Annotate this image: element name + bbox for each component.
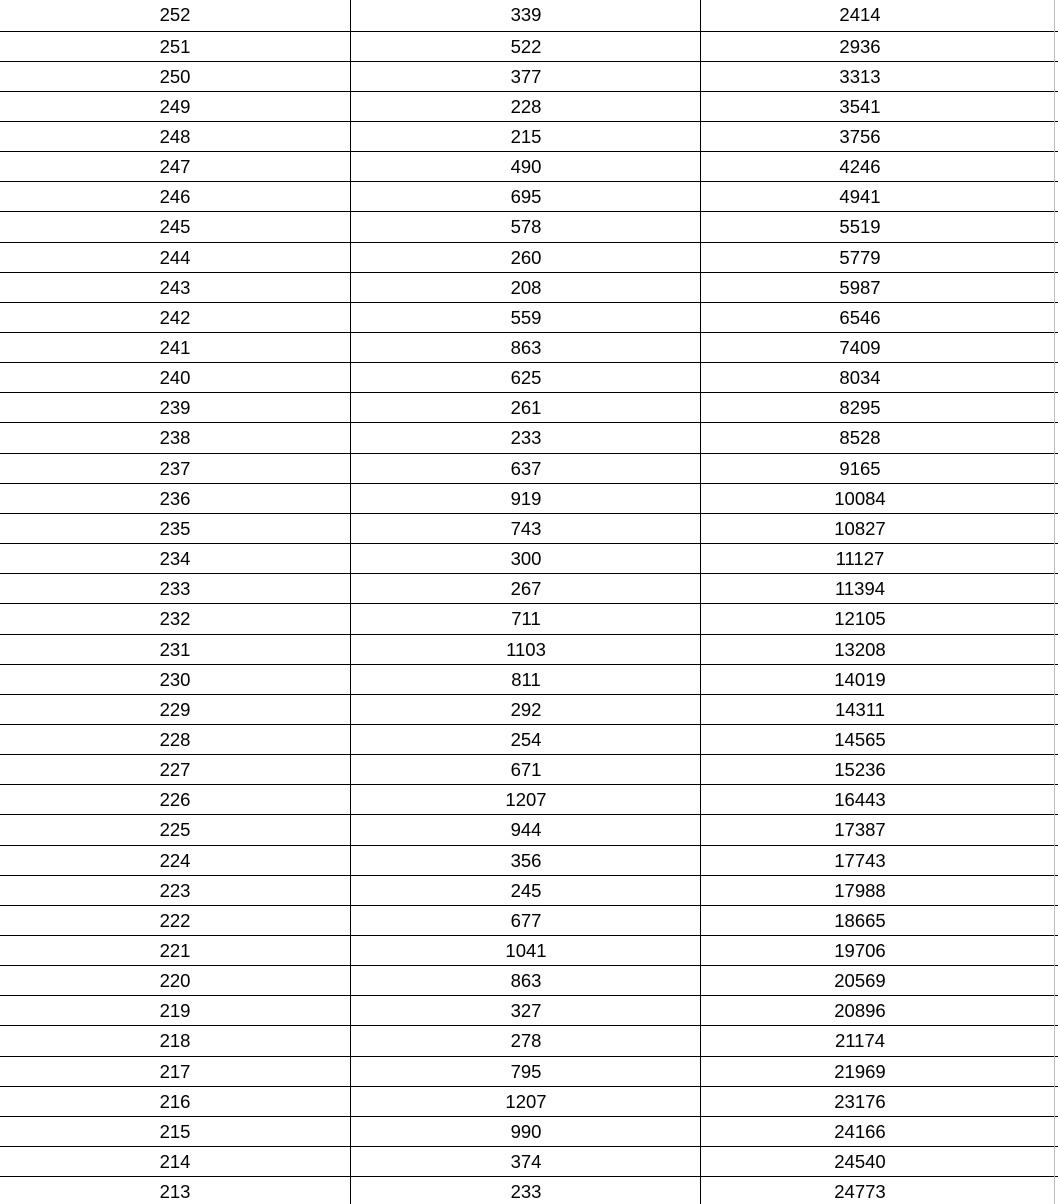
table-cell[interactable]: 222 bbox=[159, 909, 191, 931]
table-cell[interactable]: 228 bbox=[159, 728, 191, 750]
table-cell[interactable]: 24773 bbox=[834, 1180, 886, 1202]
table-cell[interactable]: 919 bbox=[510, 487, 542, 509]
table-cell[interactable]: 4246 bbox=[839, 155, 881, 177]
table-row bbox=[0, 996, 1058, 1026]
table-cell[interactable]: 1041 bbox=[505, 939, 547, 961]
table-cell[interactable]: 249 bbox=[159, 95, 191, 117]
table-cell[interactable]: 21174 bbox=[834, 1029, 886, 1051]
table-cell[interactable]: 17387 bbox=[834, 818, 886, 840]
table-row bbox=[0, 212, 1058, 242]
table-row bbox=[0, 243, 1058, 273]
table-cell[interactable]: 2414 bbox=[839, 4, 881, 25]
table-cell[interactable]: 235 bbox=[159, 517, 191, 539]
table-cell[interactable]: 11394 bbox=[834, 577, 886, 599]
table-cell[interactable]: 6546 bbox=[839, 306, 881, 328]
table-cell[interactable]: 230 bbox=[159, 668, 191, 690]
table-cell[interactable]: 14565 bbox=[834, 728, 886, 750]
table-cell[interactable]: 327 bbox=[510, 999, 542, 1021]
table-cell[interactable]: 8295 bbox=[839, 396, 881, 418]
table-cell[interactable]: 811 bbox=[511, 668, 541, 690]
table-row bbox=[0, 303, 1058, 333]
table-row bbox=[0, 182, 1058, 212]
table-row bbox=[0, 574, 1058, 604]
table-cell[interactable]: 228 bbox=[510, 95, 542, 117]
table-cell[interactable]: 292 bbox=[510, 698, 542, 720]
table-cell[interactable]: 17988 bbox=[834, 879, 886, 901]
table-cell[interactable]: 2936 bbox=[839, 35, 881, 57]
table-cell[interactable]: 24540 bbox=[834, 1150, 886, 1172]
table-cell[interactable]: 232 bbox=[159, 607, 191, 629]
table-cell[interactable]: 578 bbox=[510, 215, 542, 237]
table-cell[interactable]: 247 bbox=[159, 155, 191, 177]
table-row bbox=[0, 785, 1058, 815]
table-cell[interactable]: 19706 bbox=[834, 939, 886, 961]
table-cell[interactable]: 944 bbox=[510, 818, 542, 840]
table-cell[interactable]: 863 bbox=[510, 969, 542, 991]
table-row bbox=[0, 152, 1058, 182]
table-cell[interactable]: 254 bbox=[510, 728, 542, 750]
table-cell[interactable]: 8528 bbox=[839, 426, 881, 448]
table-row bbox=[0, 484, 1058, 514]
table-cell[interactable]: 1207 bbox=[505, 1090, 547, 1112]
table-cell[interactable]: 237 bbox=[159, 457, 191, 479]
table-row bbox=[0, 635, 1058, 665]
table-cell[interactable]: 863 bbox=[510, 336, 542, 358]
table-row bbox=[0, 363, 1058, 393]
table-cell[interactable]: 223 bbox=[159, 879, 191, 901]
table-cell[interactable]: 251 bbox=[159, 35, 191, 57]
table-cell[interactable]: 233 bbox=[510, 426, 542, 448]
table-row bbox=[0, 665, 1058, 695]
table-row bbox=[0, 906, 1058, 936]
table-cell[interactable]: 5987 bbox=[839, 276, 881, 298]
table-cell[interactable]: 238 bbox=[159, 426, 191, 448]
table-cell[interactable]: 234 bbox=[159, 547, 191, 569]
table-row bbox=[0, 333, 1058, 363]
table-cell[interactable]: 229 bbox=[159, 698, 191, 720]
table-cell[interactable]: 24166 bbox=[834, 1120, 886, 1142]
table-cell[interactable]: 213 bbox=[159, 1180, 191, 1202]
table-cell[interactable]: 637 bbox=[510, 457, 542, 479]
table-cell[interactable]: 218 bbox=[159, 1029, 191, 1051]
table-row bbox=[0, 695, 1058, 725]
table-cell[interactable]: 16443 bbox=[834, 788, 886, 810]
table-cell[interactable]: 240 bbox=[159, 366, 191, 388]
table-cell[interactable]: 220 bbox=[159, 969, 191, 991]
table-cell[interactable]: 244 bbox=[159, 246, 191, 268]
table-cell[interactable]: 241 bbox=[159, 336, 191, 358]
table-cell[interactable]: 261 bbox=[510, 396, 542, 418]
table-cell[interactable]: 990 bbox=[510, 1120, 542, 1142]
table-row bbox=[0, 273, 1058, 303]
table-cell[interactable]: 239 bbox=[159, 396, 191, 418]
table-row bbox=[0, 393, 1058, 423]
table-cell[interactable]: 233 bbox=[510, 1180, 542, 1202]
table-row bbox=[0, 966, 1058, 996]
table-row bbox=[0, 1147, 1058, 1177]
table-row bbox=[0, 514, 1058, 544]
table-cell[interactable]: 14311 bbox=[834, 698, 886, 720]
table-cell[interactable]: 490 bbox=[510, 155, 542, 177]
table-row bbox=[0, 1177, 1058, 1204]
table-cell[interactable]: 243 bbox=[159, 276, 191, 298]
table-cell[interactable]: 250 bbox=[159, 65, 191, 87]
table-cell[interactable]: 245 bbox=[510, 879, 542, 901]
table-row bbox=[0, 755, 1058, 785]
table-cell[interactable]: 339 bbox=[510, 4, 542, 25]
table-cell[interactable]: 300 bbox=[510, 547, 542, 569]
table-cell[interactable]: 625 bbox=[510, 366, 542, 388]
table-cell[interactable]: 3756 bbox=[839, 125, 881, 147]
table-cell[interactable]: 231 bbox=[159, 638, 191, 660]
table-cell[interactable]: 12105 bbox=[834, 607, 886, 629]
table-cell[interactable]: 5519 bbox=[839, 215, 881, 237]
table-cell[interactable]: 10084 bbox=[834, 487, 886, 509]
table-cell[interactable]: 246 bbox=[159, 185, 191, 207]
table-cell[interactable]: 10827 bbox=[834, 517, 886, 539]
table-row bbox=[0, 544, 1058, 574]
table-row bbox=[0, 423, 1058, 453]
table-row bbox=[0, 122, 1058, 152]
table-cell[interactable]: 219 bbox=[159, 999, 191, 1021]
table-cell[interactable]: 224 bbox=[159, 849, 191, 871]
table-cell[interactable]: 20569 bbox=[834, 969, 886, 991]
table-cell[interactable]: 267 bbox=[510, 577, 542, 599]
table-row bbox=[0, 62, 1058, 92]
table-cell[interactable]: 216 bbox=[159, 1090, 191, 1112]
table-cell[interactable]: 221 bbox=[159, 939, 191, 961]
table-cell[interactable]: 7409 bbox=[839, 336, 881, 358]
table-cell[interactable]: 671 bbox=[510, 758, 542, 780]
table-row bbox=[0, 1117, 1058, 1147]
table-cell[interactable]: 559 bbox=[510, 306, 542, 328]
table-cell[interactable]: 522 bbox=[510, 35, 542, 57]
table-cell[interactable]: 3313 bbox=[839, 65, 881, 87]
table-cell[interactable]: 21969 bbox=[834, 1060, 886, 1082]
table-cell[interactable]: 9165 bbox=[839, 457, 881, 479]
table-cell[interactable]: 214 bbox=[159, 1150, 191, 1172]
table-cell[interactable]: 226 bbox=[159, 788, 191, 810]
table-cell[interactable]: 215 bbox=[510, 125, 542, 147]
table-cell[interactable]: 252 bbox=[159, 4, 191, 25]
table-cell[interactable]: 8034 bbox=[839, 366, 881, 388]
table-cell[interactable]: 15236 bbox=[834, 758, 886, 780]
table-row bbox=[0, 725, 1058, 755]
table-cell[interactable]: 13208 bbox=[834, 638, 886, 660]
table-row bbox=[0, 846, 1058, 876]
table-cell[interactable]: 356 bbox=[510, 849, 542, 871]
table-row bbox=[0, 454, 1058, 484]
table-cell[interactable]: 1207 bbox=[505, 788, 547, 810]
table-cell[interactable]: 18665 bbox=[834, 909, 886, 931]
table-row bbox=[0, 1026, 1058, 1056]
table-cell[interactable]: 23176 bbox=[834, 1090, 886, 1112]
table-cell[interactable]: 260 bbox=[510, 246, 542, 268]
table-cell[interactable]: 711 bbox=[511, 607, 541, 629]
table-row bbox=[0, 1057, 1058, 1087]
table-cell[interactable]: 215 bbox=[159, 1120, 191, 1142]
table-cell[interactable]: 695 bbox=[510, 185, 542, 207]
table-row bbox=[0, 32, 1058, 62]
table-cell[interactable]: 248 bbox=[159, 125, 191, 147]
table-cell[interactable]: 677 bbox=[510, 909, 542, 931]
table-cell[interactable]: 743 bbox=[510, 517, 542, 539]
table-row bbox=[0, 92, 1058, 122]
table-cell[interactable]: 3541 bbox=[839, 95, 881, 117]
table-cell[interactable]: 4941 bbox=[839, 185, 881, 207]
table-cell[interactable]: 374 bbox=[510, 1150, 542, 1172]
table-cell[interactable]: 1103 bbox=[506, 638, 546, 660]
table-cell[interactable]: 227 bbox=[159, 758, 191, 780]
table-cell[interactable]: 278 bbox=[510, 1029, 542, 1051]
table-cell[interactable]: 795 bbox=[510, 1060, 542, 1082]
table-row bbox=[0, 815, 1058, 845]
table-cell[interactable]: 11127 bbox=[835, 547, 885, 569]
table-row bbox=[0, 1087, 1058, 1117]
table-cell[interactable]: 233 bbox=[159, 577, 191, 599]
table-row bbox=[0, 0, 1058, 30]
table-cell[interactable]: 377 bbox=[510, 65, 542, 87]
table-cell[interactable]: 208 bbox=[510, 276, 542, 298]
table-row bbox=[0, 604, 1058, 634]
table-cell[interactable]: 236 bbox=[159, 487, 191, 509]
table-cell[interactable]: 217 bbox=[159, 1060, 191, 1082]
table-row bbox=[0, 876, 1058, 906]
table-cell[interactable]: 20896 bbox=[834, 999, 886, 1021]
table-row bbox=[0, 936, 1058, 966]
table-cell[interactable]: 5779 bbox=[839, 246, 881, 268]
table-cell[interactable]: 17743 bbox=[834, 849, 886, 871]
table-cell[interactable]: 242 bbox=[159, 306, 191, 328]
table-cell[interactable]: 225 bbox=[159, 818, 191, 840]
table-cell[interactable]: 14019 bbox=[834, 668, 886, 690]
table-cell[interactable]: 245 bbox=[159, 215, 191, 237]
